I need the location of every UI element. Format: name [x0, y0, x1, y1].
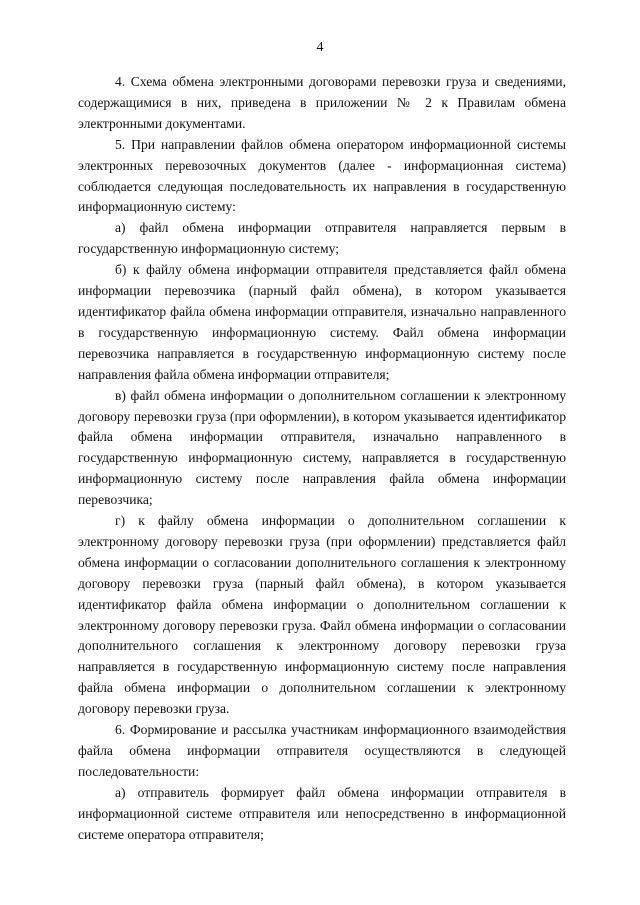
- paragraph-4: 4. Схема обмена электронными договорами перевозки груза и сведениями, содержащимися в них, приведена в приложении № 2 к Правилам обмена электронными документами.: [78, 74, 566, 131]
- paragraph-5g: г) к файлу обмена информации о дополнительном соглашении к электронному договору перевозки груза (при оформлении) представляется файл обмена информации о согласовании дополнительного соглашения к электронному договору перевозки груза (парный файл обмена), в котором указывается идентификатор файла обмена информации о дополнительном соглашении к электронному договору перевозки груза. Файл обмена информации о согласовании дополнительного соглашения к электронному договору перевозки груза направляется в государственную информационную систему после направления файла обмена информации о дополнительном соглашении к электронному договору перевозки груза.: [78, 513, 566, 717]
- paragraph-5v: в) файл обмена информации о дополнительном соглашении к электронному договору перевозки груза (при оформлении), в котором указывается идентификатор файла обмена информации отправителя, изначально направленного в государственную информационную систему, направляется в государственную информационную систему после направления файла обмена информации перевозчика;: [78, 387, 566, 508]
- paragraph-6a: а) отправитель формирует файл обмена информации отправителя в информационной системе отправителя или непосредственно в информационной системе оператора отправителя;: [78, 784, 566, 842]
- paragraph-5a: а) файл обмена информации отправителя направляется первым в государственную информационную систему;: [78, 220, 566, 257]
- paragraph-6: 6. Формирование и рассылка участникам информационного взаимодействия файла обмена информации отправителя осуществляются в следующей последовательности:: [78, 722, 566, 779]
- page-number: 4: [316, 40, 324, 55]
- paragraph-5: 5. При направлении файлов обмена оператором информационной системы электронных перевозочных документов (далее - информационная система) соблюдается следующая последовательность их направления в государственную информационную систему:: [78, 136, 566, 215]
- document-body: [78, 72, 566, 846]
- paragraph-5b: б) к файлу обмена информации отправителя представляется файл обмена информации перевозчика (парный файл обмена), в котором указывается идентификатор файла обмена информации отправителя, изначально направленного в государственную информационную систему. Файл обмена информации перевозчика направляется в государственную информационную систему после направления файла обмена информации отправителя;: [78, 262, 566, 382]
